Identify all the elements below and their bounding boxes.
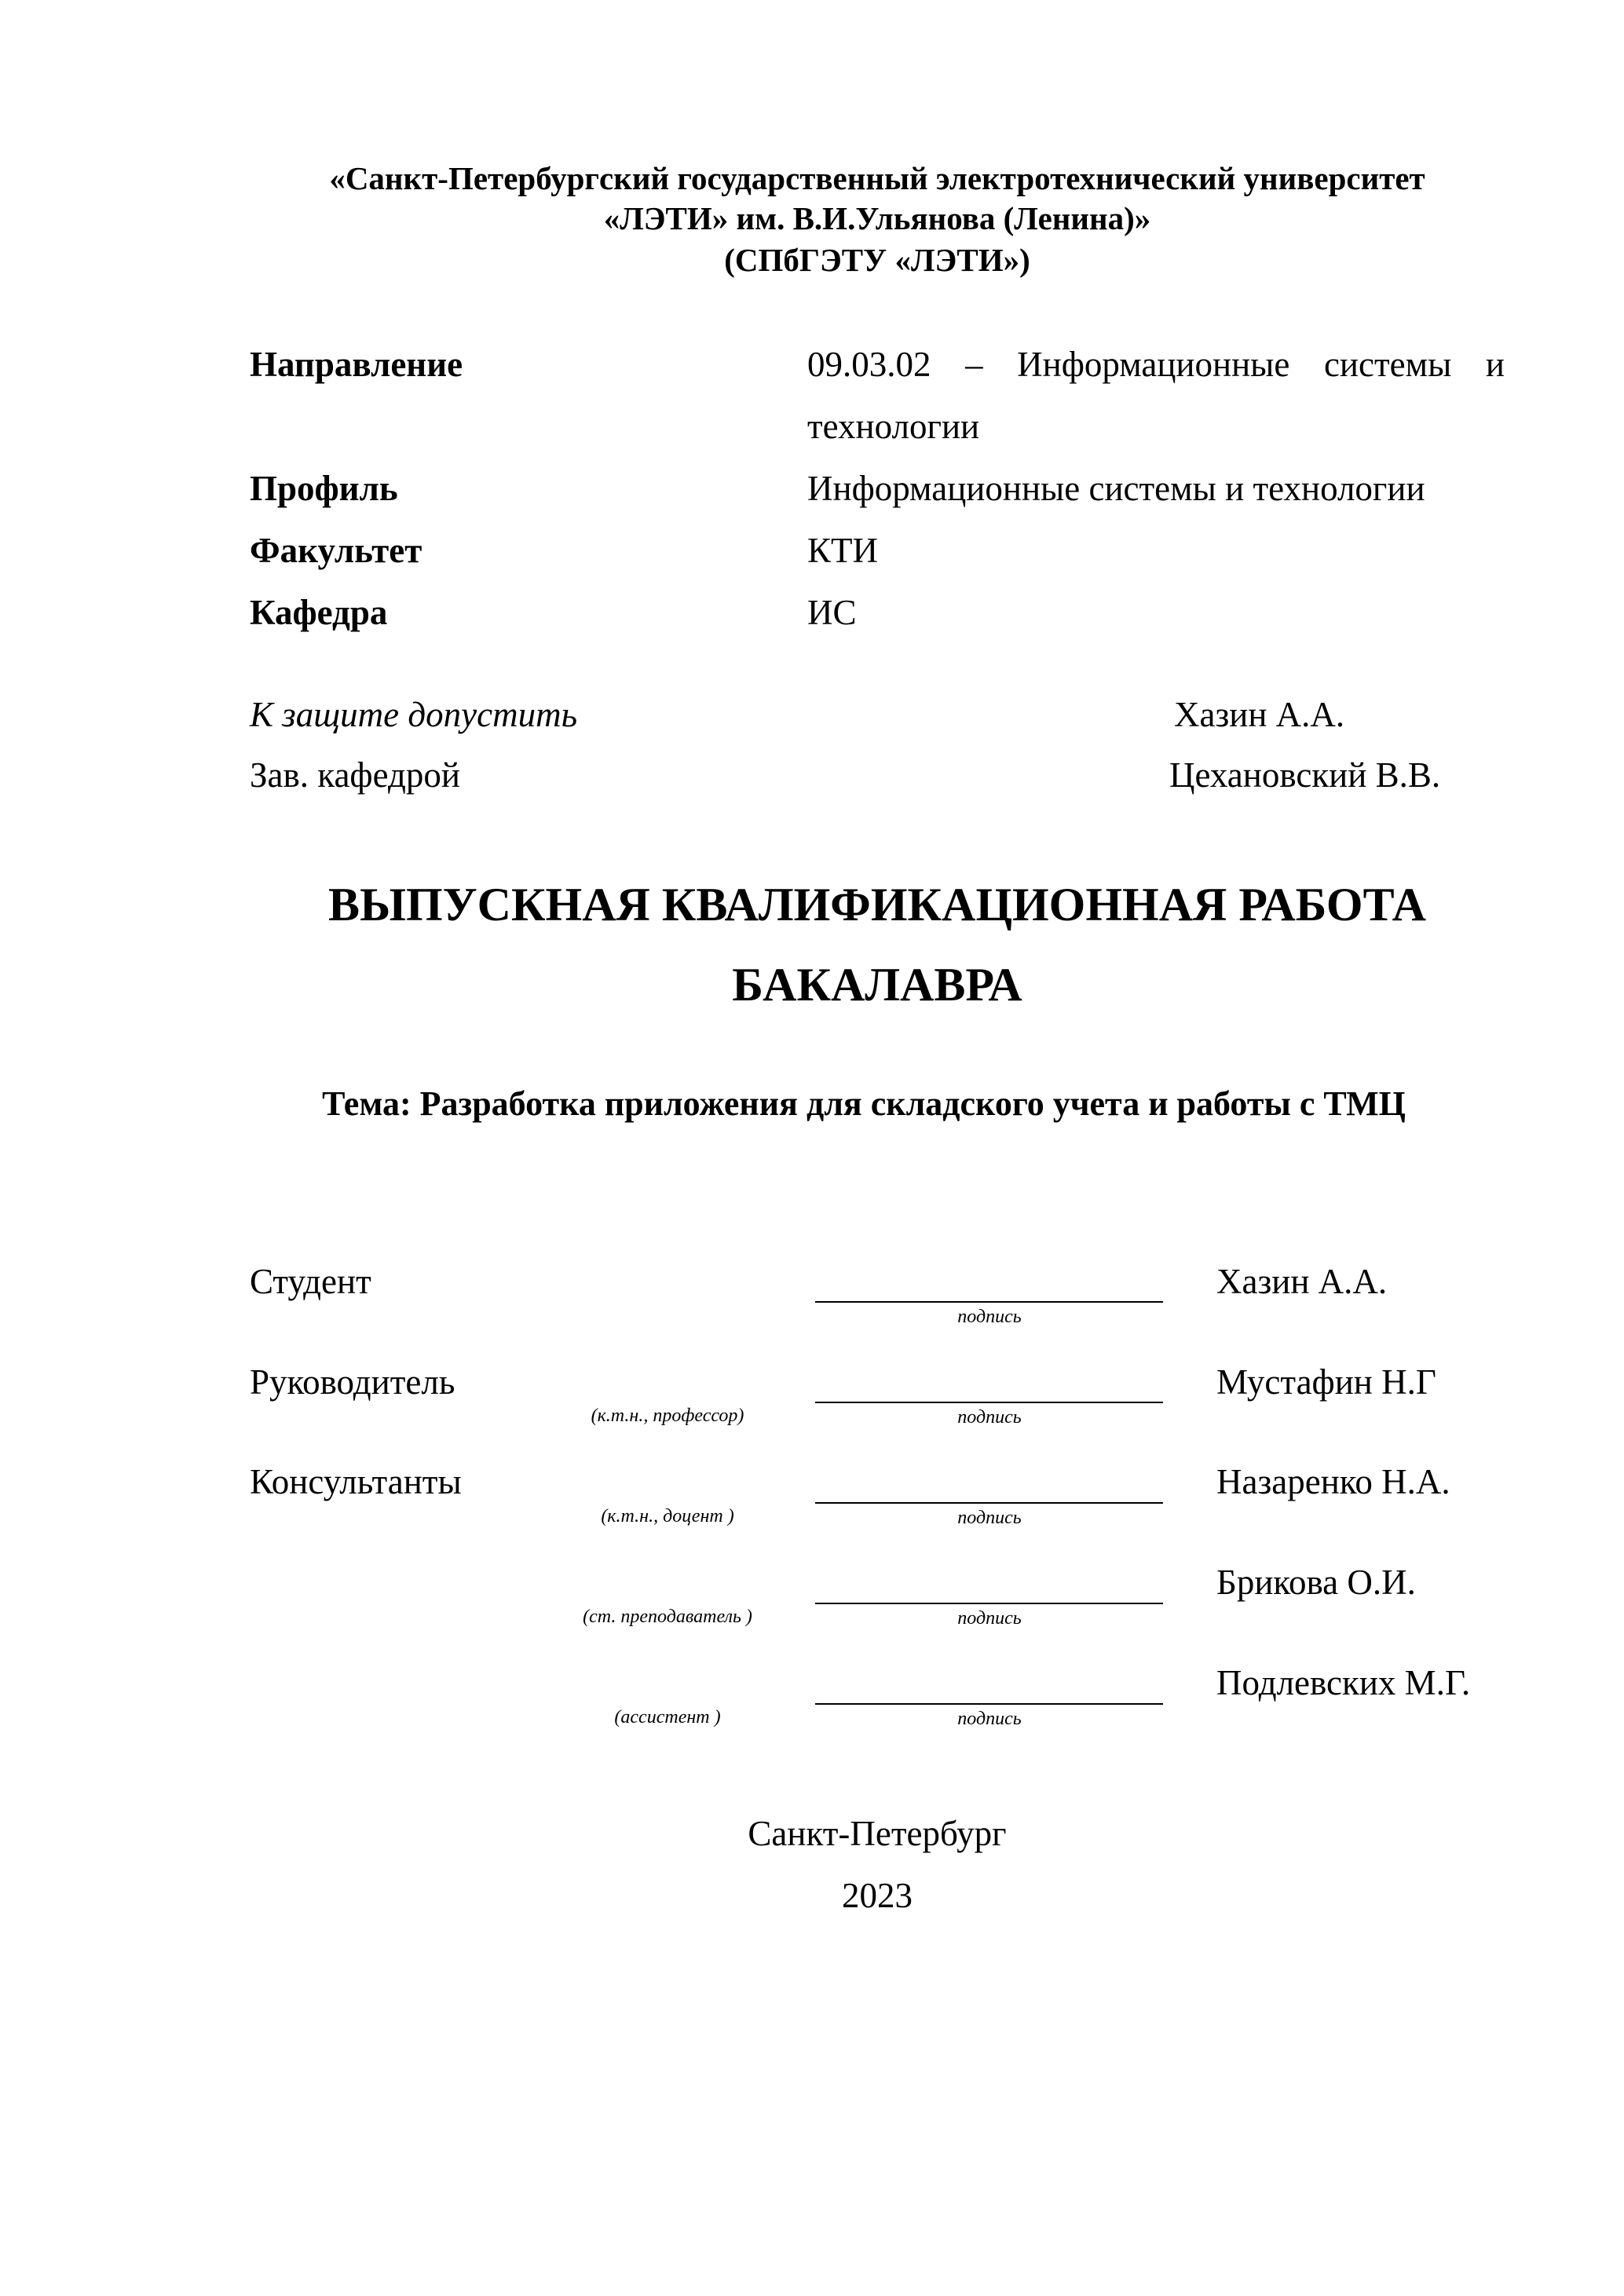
admit-name: Хазин А.А. bbox=[1174, 695, 1345, 734]
signature-line bbox=[815, 1603, 1163, 1604]
info-value-department: ИС bbox=[807, 593, 857, 632]
info-label-profile: Профиль bbox=[250, 469, 398, 508]
signature-caption: подпись bbox=[957, 1508, 1022, 1528]
degree-consultant-3: (ассистент ) bbox=[614, 1707, 721, 1727]
role-consultants: Консультанты bbox=[250, 1462, 462, 1501]
footer-city: Санкт-Петербург bbox=[748, 1814, 1007, 1853]
footer-year: 2023 bbox=[842, 1876, 913, 1915]
name-student: Хазин А.А. bbox=[1216, 1262, 1388, 1301]
role-supervisor: Руководитель bbox=[250, 1362, 455, 1402]
info-value-profile: Информационные системы и технологии bbox=[807, 469, 1425, 508]
name-consultant-3: Подлевских М.Г. bbox=[1216, 1663, 1471, 1702]
signature-caption: подпись bbox=[957, 1307, 1022, 1327]
signature-line bbox=[815, 1502, 1163, 1504]
header-line-1: «Санкт-Петербургский государственный электротехнический университет bbox=[329, 160, 1425, 196]
info-label-department: Кафедра bbox=[250, 593, 388, 632]
title-line-2: БАКАЛАВРА bbox=[732, 959, 1022, 1011]
signature-line bbox=[815, 1703, 1163, 1705]
header-line-3: (СПбГЭТУ «ЛЭТИ») bbox=[724, 242, 1030, 278]
info-label-direction: Направление bbox=[250, 345, 463, 384]
signature-caption: подпись bbox=[957, 1407, 1022, 1428]
info-label-faculty: Факультет bbox=[250, 531, 422, 570]
signature-caption: подпись bbox=[957, 1709, 1022, 1729]
degree-supervisor: (к.т.н., профессор) bbox=[591, 1406, 744, 1426]
name-consultant-2: Брикова О.И. bbox=[1216, 1563, 1416, 1602]
head-label: Зав. кафедрой bbox=[250, 755, 460, 795]
info-value-direction: 09.03.02 – Информационные системы и bbox=[807, 345, 1505, 384]
info-value-faculty: КТИ bbox=[807, 531, 878, 570]
head-name: Цехановский В.В. bbox=[1169, 755, 1441, 795]
header-line-2: «ЛЭТИ» им. В.И.Ульянова (Ленина)» bbox=[603, 200, 1151, 236]
signature-caption: подпись bbox=[957, 1608, 1022, 1629]
name-supervisor: Мустафин Н.Г bbox=[1216, 1362, 1436, 1402]
admit-label: К защите допустить bbox=[250, 695, 578, 734]
signature-line bbox=[815, 1402, 1163, 1403]
topic: Тема: Разработка приложения для складского учета и работы с ТМЦ bbox=[322, 1084, 1406, 1123]
name-consultant-1: Назаренко Н.А. bbox=[1216, 1462, 1450, 1501]
degree-consultant-1: (к.т.н., доцент ) bbox=[601, 1506, 734, 1526]
signature-line bbox=[815, 1301, 1163, 1303]
degree-consultant-2: (ст. преподаватель ) bbox=[583, 1607, 752, 1627]
info-value-direction-cont: технологии bbox=[807, 407, 980, 446]
title-line-1: ВЫПУСКНАЯ КВАЛИФИКАЦИОННАЯ РАБОТА bbox=[328, 879, 1426, 930]
role-student: Студент bbox=[250, 1262, 371, 1301]
